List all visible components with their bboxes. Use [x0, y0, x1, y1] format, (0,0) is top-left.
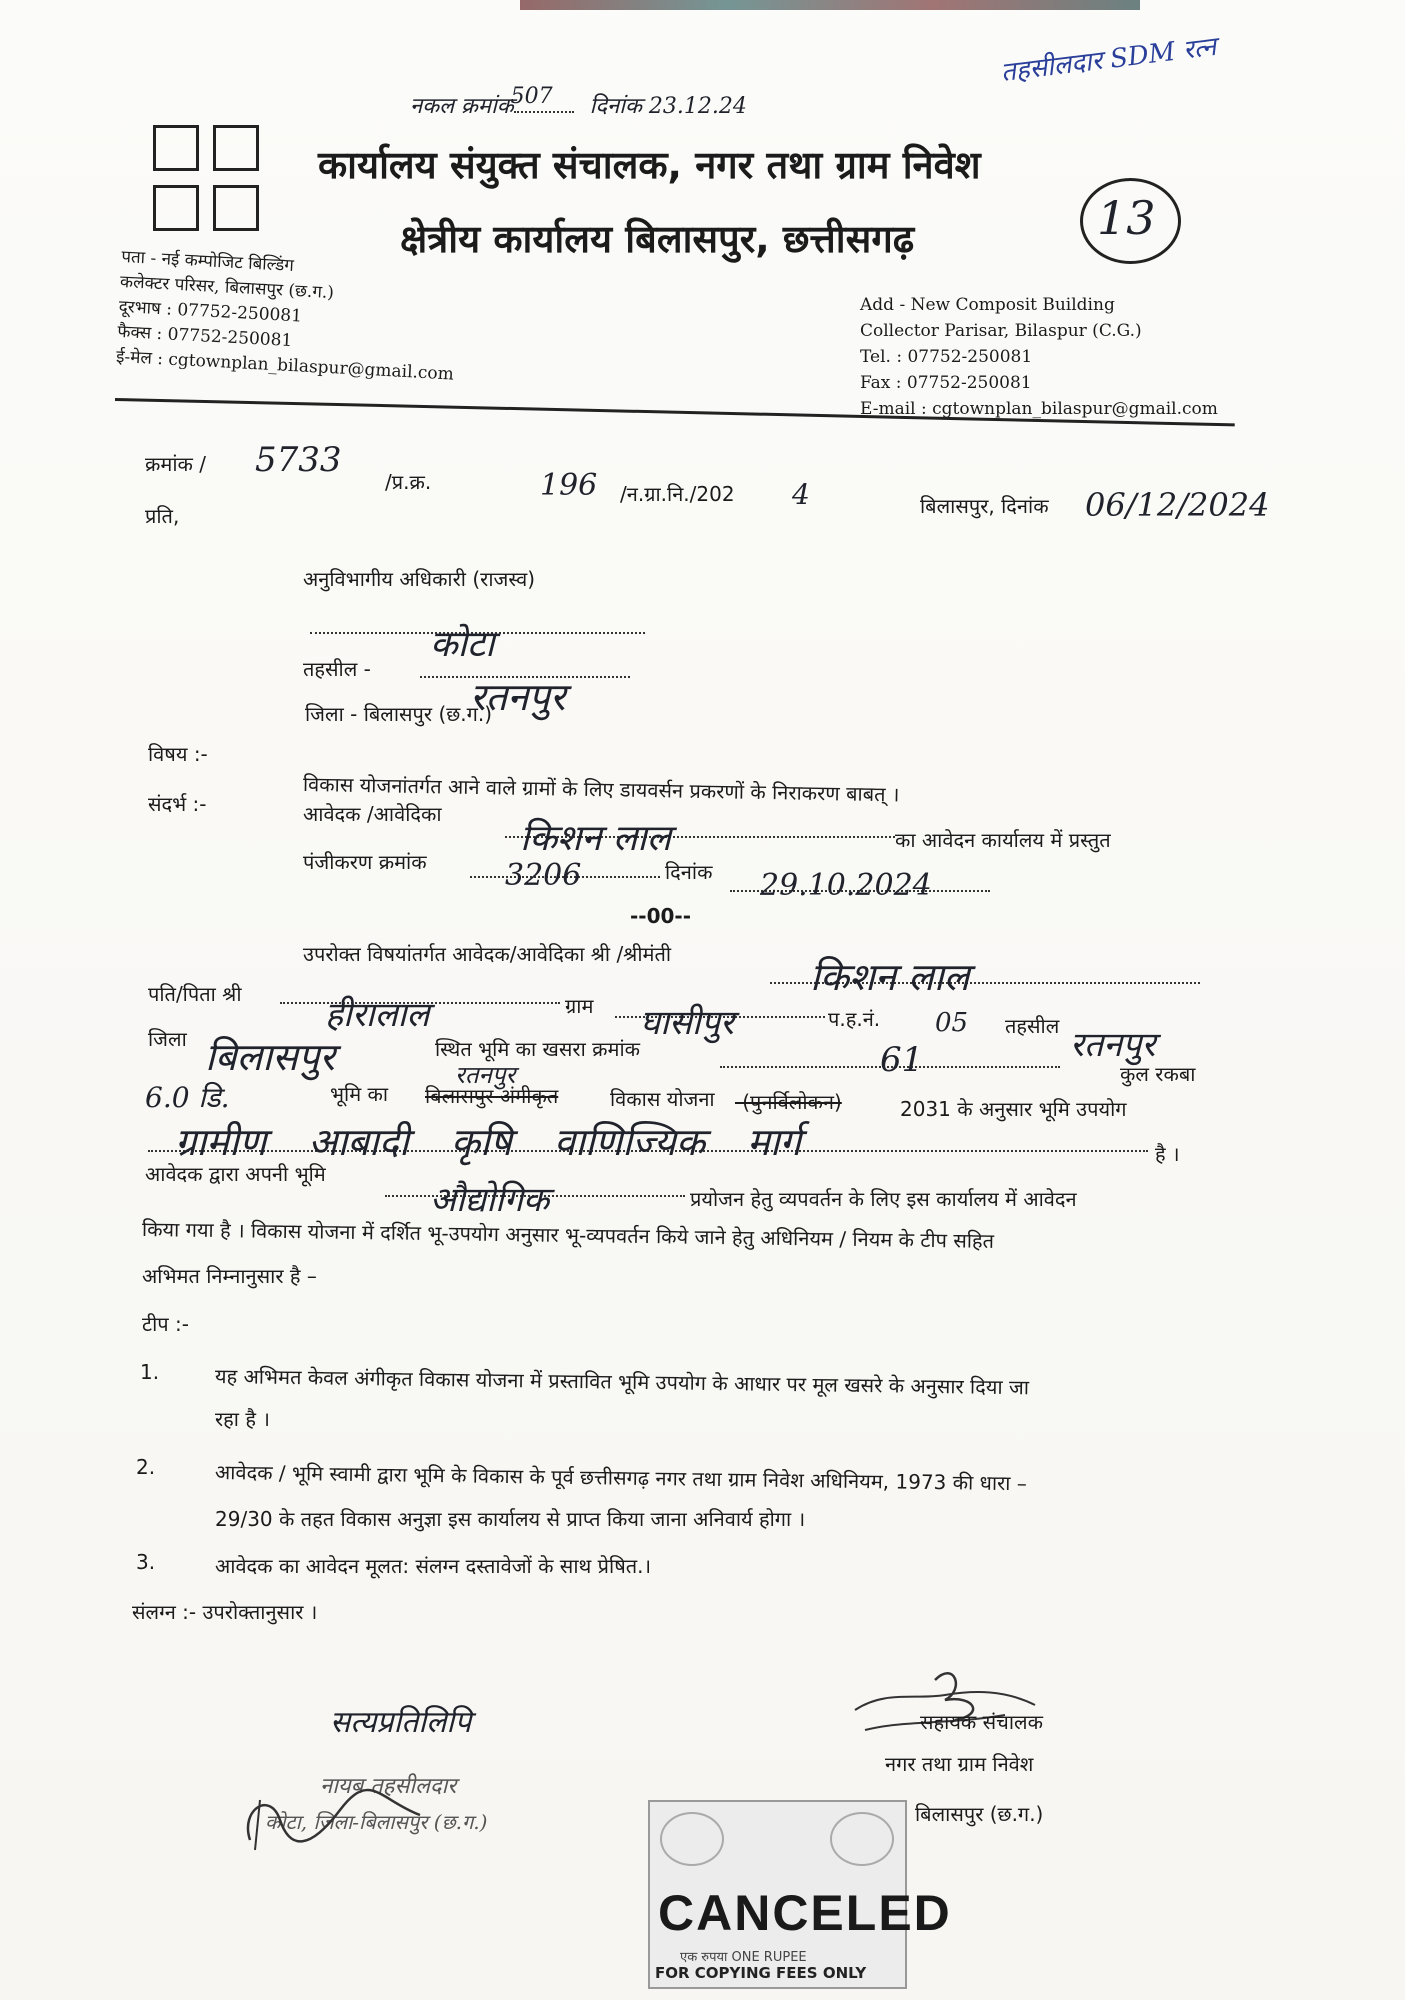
stamp-purpose: FOR COPYING FEES ONLY — [655, 1964, 867, 1982]
copy-note-number: 507 — [510, 84, 553, 109]
registration-date: 29.10.2024 — [760, 868, 932, 903]
rakba-label: कुल रकबा — [1120, 1062, 1196, 1086]
kramank-number: 5733 — [255, 440, 342, 480]
tehsil-name-body: रतनपुर — [1070, 1025, 1156, 1065]
subject-label: विषय :- — [148, 742, 208, 766]
body-line5-end: है । — [1155, 1142, 1180, 1166]
nagri-year: 4 — [792, 478, 810, 511]
office-title-line2: क्षेत्रीय कार्यालय बिलासपुर, छत्तीसगढ़ — [400, 217, 915, 261]
address-en-line: Tel. : 07752-250081 — [860, 347, 1033, 367]
phn-number: 05 — [935, 1008, 969, 1038]
copy-note — [410, 84, 747, 120]
copy-note-prefix: नकल क्रमांक — [410, 94, 514, 119]
reference-line1-prefix: आवेदक /आवेदिका — [303, 802, 442, 826]
circle-mark — [1080, 178, 1181, 264]
phn-label: प.ह.नं. — [828, 1007, 881, 1031]
prati-label: प्रति, — [145, 504, 180, 528]
district-name-body: बिलासपुर — [205, 1035, 335, 1079]
note-line: यह अभिमत केवल अंगीकृत विकास योजना में प्रस्तावित भूमि उपयोग के आधार पर मूल खसरे के अनुसार दिया जा — [214, 1364, 1030, 1400]
body-line4-end: 2031 के अनुसार भूमि उपयोग — [900, 1097, 1127, 1121]
land-use-values: ग्रामीण आबादी कृषि वाणिज्यिक मार्ग — [175, 1120, 802, 1164]
struck-bilaspur-angikrit: बिलासपुर अंगीकृत — [425, 1084, 559, 1108]
signatory-department: नगर तथा ग्राम निवेश — [885, 1752, 1034, 1776]
address-hi-line: फैक्स : 07752-250081 — [116, 321, 293, 352]
note-number: 1. — [140, 1360, 160, 1384]
address-hi-email: ई-मेल : cgtownplan_bilaspur@gmail.com — [115, 346, 455, 385]
tehsil-name: रतनपुर — [470, 675, 566, 719]
purpose-value: औद्योगिक — [430, 1180, 550, 1220]
place-date-label: बिलासपुर, दिनांक — [920, 494, 1049, 518]
village-name: घासीपुर — [640, 1003, 734, 1043]
body-line6-prefix: आवेदक द्वारा अपनी भूमि — [145, 1162, 326, 1186]
note-number: 3. — [136, 1550, 156, 1574]
attestation-title: सत्यप्रतिलिपि — [330, 1705, 472, 1740]
tehsil-label-body: तहसील — [1005, 1014, 1060, 1038]
logo-box — [153, 125, 199, 171]
stamp-emblem — [830, 1812, 894, 1866]
note-line: 29/30 के तहत विकास अनुज्ञा इस कार्यालय से प्राप्त किया जाना अनिवार्य होगा । — [215, 1507, 806, 1531]
notes-label: टीप :- — [142, 1312, 189, 1336]
reference-date-label: दिनांक — [665, 860, 713, 884]
reference-line2-prefix: पंजीकरण क्रमांक — [303, 850, 427, 874]
attestation-signature — [230, 1780, 430, 1860]
address-hi-line: पता - नई कम्पोजिट बिल्डिंग — [120, 246, 295, 277]
logo-box — [213, 125, 259, 171]
gram-label: ग्राम — [565, 994, 594, 1018]
enclosure-line: संलग्न :- उपरोक्तानुसार । — [132, 1600, 318, 1624]
top-right-note: तहसीलदार SDM रत्न — [999, 31, 1218, 89]
area-value: 6.0 डि. — [145, 1081, 230, 1114]
address-en-line: Collector Parisar, Bilaspur (C.G.) — [860, 321, 1142, 341]
logo-box — [213, 185, 259, 231]
address-hindi — [115, 245, 459, 388]
pra-kra-label: /प्र.क्र. — [385, 470, 432, 494]
address-en-line: Fax : 07752-250081 — [860, 373, 1032, 393]
address-en-line: Add - New Composit Building — [860, 295, 1115, 315]
body-line8: अभिमत निम्नानुसार है – — [142, 1264, 317, 1288]
copy-note-date-label: दिनांक — [589, 94, 642, 119]
jila-label: जिला — [148, 1027, 187, 1051]
vikas-yojana-label: विकास योजना — [610, 1087, 715, 1111]
stamp-canceled: CANCELED — [658, 1885, 952, 1941]
father-name: हीरालाल — [325, 995, 430, 1035]
signatory-place: बिलासपुर (छ.ग.) — [915, 1802, 1044, 1826]
body-line6-suffix: प्रयोजन हेतु व्यपवर्तन के लिए इस कार्यालय में आवेदन — [690, 1187, 1077, 1211]
stamp-value: एक रुपया ONE RUPEE — [680, 1950, 807, 1965]
kramank-label: क्रमांक / — [145, 452, 206, 476]
bhumi-ka-label: भूमि का — [330, 1082, 389, 1106]
tehsil-label: तहसील - — [303, 657, 371, 681]
note-line: रहा है । — [215, 1407, 270, 1431]
body-pati-label: पति/पिता श्री — [148, 982, 242, 1006]
address-english — [860, 292, 1218, 422]
section-divider: --00-- — [630, 904, 692, 928]
signatory-designation: सहायक संचालक — [920, 1710, 1043, 1734]
address-hi-line: दूरभाष : 07752-250081 — [118, 296, 303, 327]
note-line: आवेदक का आवेदन मूलत: संलग्न दस्तावेजों के साथ प्रेषित.। — [215, 1554, 652, 1578]
khasra-number: 61 — [880, 1040, 924, 1080]
circle-number: 13 — [1097, 191, 1156, 245]
district-line: जिला - बिलासपुर (छ.ग.) — [305, 702, 493, 726]
attestation-line2: कोटा, जिला-बिलासपुर (छ.ग.) — [265, 1810, 488, 1834]
registration-number: 3206 — [505, 858, 582, 893]
signatory-signature — [845, 1660, 1045, 1750]
body-applicant-name: किशन लाल — [810, 955, 970, 999]
stamp-emblem — [660, 1812, 724, 1866]
office-title-line1: कार्यालय संयुक्त संचालक, नगर तथा ग्राम निवेश — [318, 143, 981, 187]
scan-edge-strip — [520, 0, 1140, 10]
note-number: 2. — [136, 1455, 156, 1479]
revenue-stamp — [648, 1800, 952, 1989]
attestation-line1: नायब तहसीलदार — [320, 1774, 457, 1799]
to-officer-place: कोटा — [430, 624, 495, 665]
copy-note-date: 23.12.24 — [648, 94, 747, 119]
applicant-name: किशन लाल — [520, 818, 672, 859]
reference-label: संदर्भ :- — [148, 792, 207, 816]
body-line7: किया गया है । विकास योजना में दर्शित भू-उपयोग अनुसार भू-व्यपवर्तन किये जाने हेतु अधिनियम / नियम के टीप सहित — [141, 1217, 995, 1253]
pra-kra-number: 196 — [540, 468, 598, 503]
letter-date: 06/12/2024 — [1085, 486, 1270, 524]
struck-punarvilokan: -(पुनर्विलोकन) — [735, 1090, 842, 1114]
reference-line1-suffix: का आवेदन कार्यालय में प्रस्तुत — [895, 828, 1111, 852]
subject-text: विकास योजनांतर्गत आने वाले ग्रामों के लिए डायवर्सन प्रकरणों के निराकरण बाबत् । — [302, 772, 900, 807]
overwrite-ratanpur: रतनपुर — [455, 1061, 516, 1089]
body-line1: उपरोक्त विषयांतर्गत आवेदक/आवेदिका श्री /श्रीमंती — [303, 942, 672, 966]
address-hi-line: कलेक्टर परिसर, बिलासपुर (छ.ग.) — [119, 271, 335, 304]
khasra-text: स्थित भूमि का खसरा क्रमांक — [435, 1037, 641, 1061]
to-officer: अनुविभागीय अधिकारी (राजस्व) — [303, 567, 536, 591]
nagri-label: /न.ग्रा.नि./202 — [620, 482, 735, 506]
address-en-email: E-mail : cgtownplan_bilaspur@gmail.com — [860, 399, 1218, 419]
logo-box — [153, 185, 199, 231]
note-line: आवेदक / भूमि स्वामी द्वारा भूमि के विकास के पूर्व छत्तीसगढ़ नगर तथा ग्राम निवेश अधिनियम, 1973 की धारा – — [214, 1460, 1027, 1496]
